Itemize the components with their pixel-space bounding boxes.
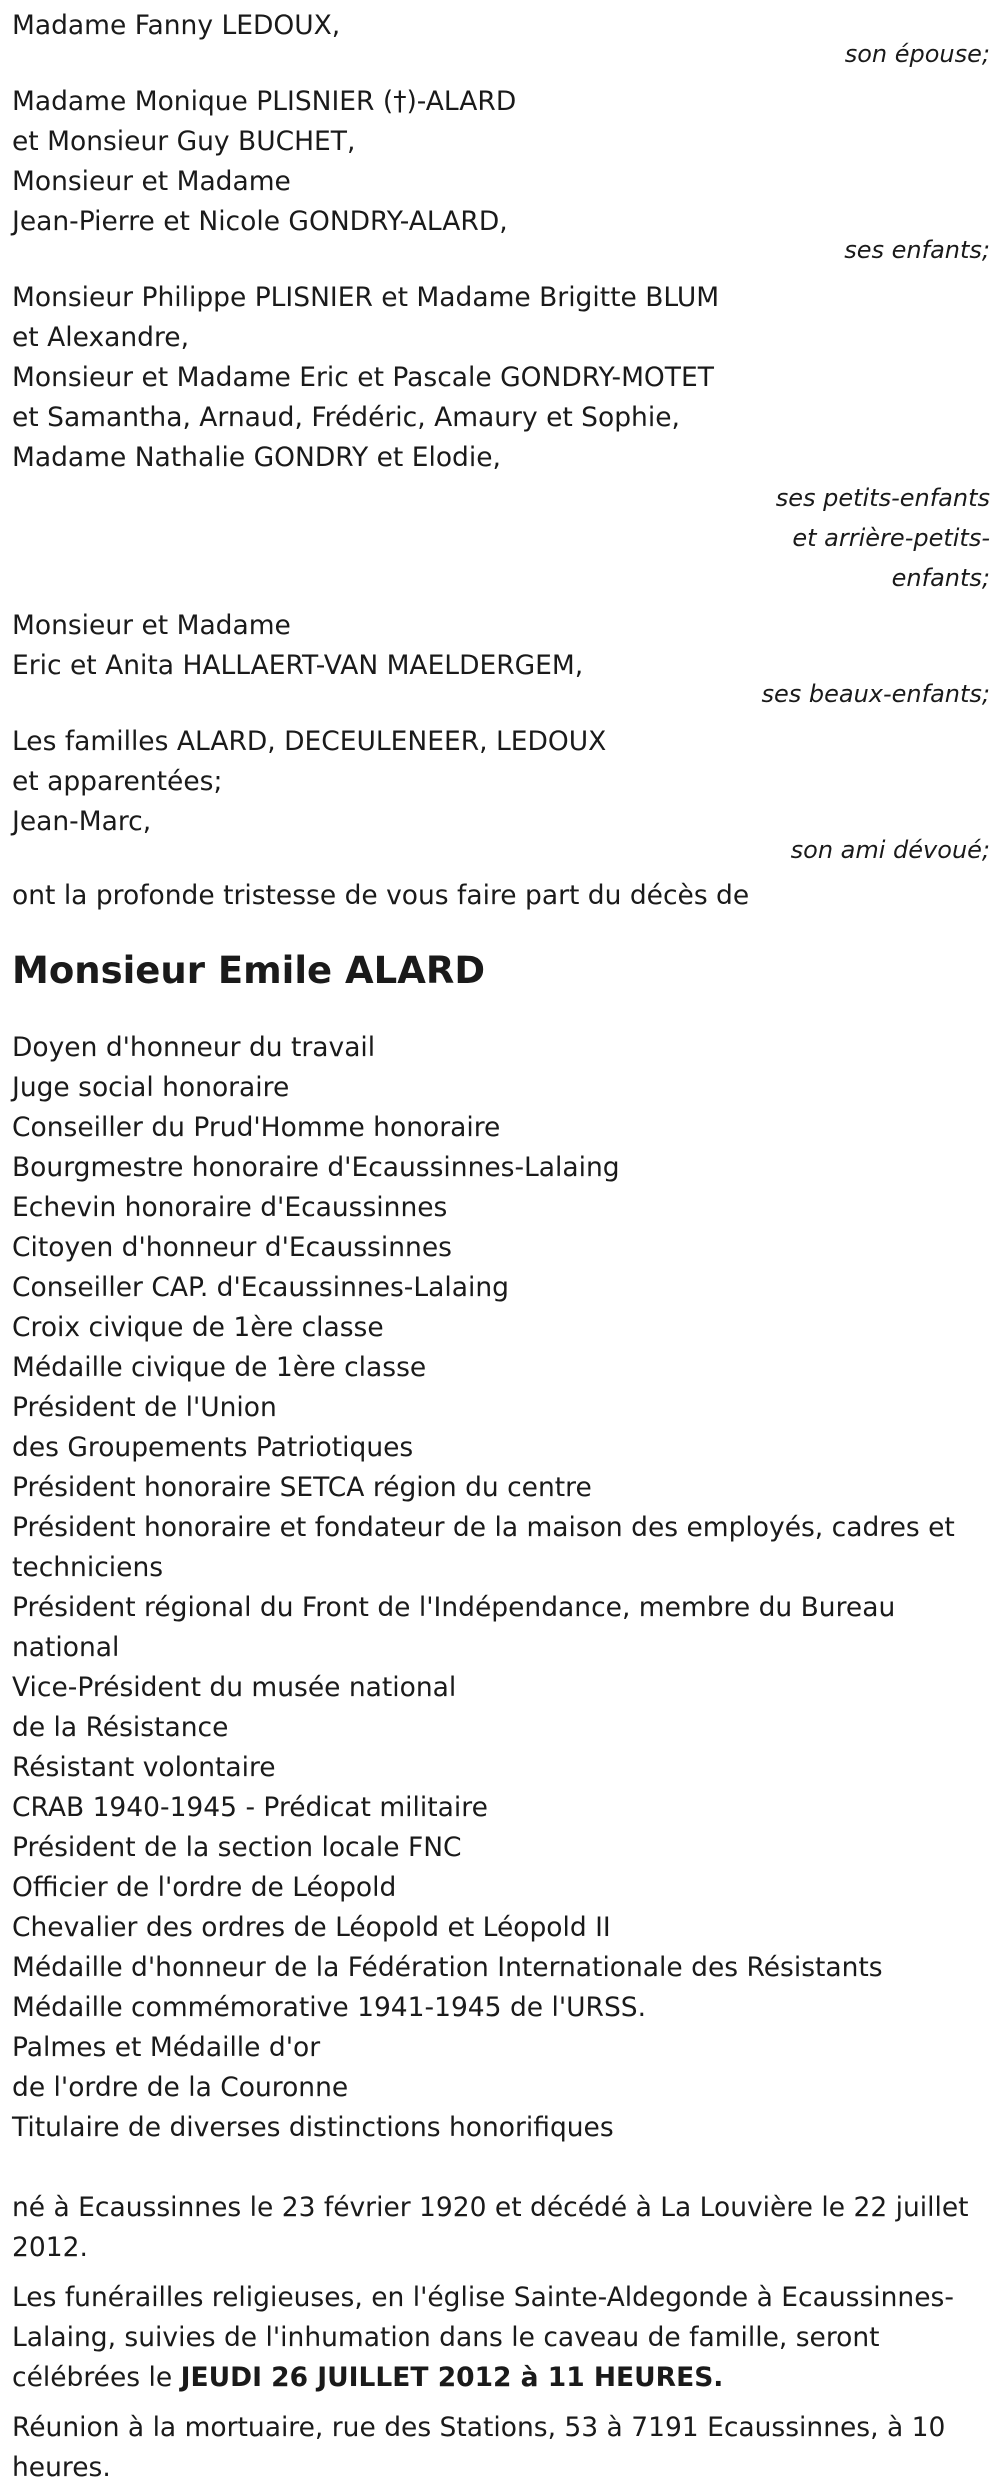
- honorary-title-item: Bourgmestre honoraire d'Ecaussinnes-Lalaing: [12, 1152, 620, 1183]
- relation-label: ses petits-enfants: [775, 484, 990, 512]
- family-line: et apparentées;: [12, 766, 223, 797]
- family-line: Madame Monique PLISNIER (†)-ALARD: [12, 86, 517, 117]
- family-line: Les familles ALARD, DECEULENEER, LEDOUX: [12, 726, 607, 757]
- honorary-title-item: de la Résistance: [12, 1712, 229, 1743]
- relation-label: enfants;: [891, 564, 990, 592]
- honorary-title-item: Titulaire de diverses distinctions honorifiques: [12, 2112, 614, 2143]
- family-line: Jean-Marc,: [12, 806, 152, 837]
- family-line: et Samantha, Arnaud, Frédéric, Amaury et Sophie,: [12, 402, 680, 433]
- honorary-title-item: Citoyen d'honneur d'Ecaussinnes: [12, 1232, 452, 1263]
- family-line: Monsieur Philippe PLISNIER et Madame Brigitte BLUM: [12, 282, 720, 313]
- honorary-title-item: CRAB 1940-1945 - Prédicat militaire: [12, 1792, 488, 1823]
- honorary-title-item: de l'ordre de la Couronne: [12, 2072, 349, 2103]
- relation-label: et arrière-petits-: [792, 524, 990, 552]
- deceased-name: Monsieur Emile ALARD: [12, 949, 486, 992]
- honorary-title-item: Président de la section locale FNC: [12, 1832, 462, 1863]
- family-line: Madame Fanny LEDOUX,: [12, 10, 341, 41]
- family-line: Madame Nathalie GONDRY et Elodie,: [12, 442, 501, 473]
- family-line: et Monsieur Guy BUCHET,: [12, 126, 356, 157]
- honorary-title-item: Résistant volontaire: [12, 1752, 276, 1783]
- honorary-title-item: Conseiller CAP. d'Ecaussinnes-Lalaing: [12, 1272, 509, 1303]
- honorary-title-item: Chevalier des ordres de Léopold et Léopold II: [12, 1912, 611, 1943]
- family-line: et Alexandre,: [12, 322, 190, 353]
- family-line: Eric et Anita HALLAERT-VAN MAELDERGEM,: [12, 650, 584, 681]
- birth-death-statement: né à Ecaussinnes le 23 février 1920 et décédé à La Louvière le 22 juillet 2012.: [12, 2192, 969, 2263]
- family-group-spouse: [12, 6, 992, 74]
- honorary-title-item: Président régional du Front de l'Indépendance, membre du Bureau national: [12, 1592, 896, 1663]
- honorary-title-item: Vice-Président du musée national: [12, 1672, 457, 1703]
- honorary-title-item: des Groupements Patriotiques: [12, 1432, 414, 1463]
- announcement-intro: ont la profonde tristesse de vous faire part du décès de: [12, 880, 750, 911]
- honorary-title-item: Président de l'Union: [12, 1392, 277, 1423]
- family-group-relatives: [12, 722, 992, 870]
- funeral-text: Les funérailles religieuses, en l'église Sainte-Aldegonde à Ecaussinnes-Lalaing, suivies de l'inhumation dans le caveau de famille, seront célébrées le: [12, 2282, 954, 2393]
- honorary-title-item: Président honoraire et fondateur de la maison des employés, cadres et techniciens: [12, 1512, 955, 1583]
- honorary-title-item: Juge social honoraire: [12, 1072, 290, 1103]
- relation-label: son épouse;: [844, 40, 990, 68]
- family-group-grandchildren: [12, 278, 992, 598]
- honorary-title-item: Médaille civique de 1ère classe: [12, 1352, 427, 1383]
- family-line: Monsieur et Madame: [12, 610, 291, 641]
- honorary-title-item: Médaille commémorative 1941-1945 de l'URSS.: [12, 1992, 647, 2023]
- relation-label: ses beaux-enfants;: [761, 680, 990, 708]
- funeral-date: JEUDI 26 JUILLET 2012 à 11 HEURES.: [180, 2362, 724, 2393]
- family-line: Monsieur et Madame: [12, 166, 291, 197]
- family-line: Jean-Pierre et Nicole GONDRY-ALARD,: [12, 206, 508, 237]
- family-group-in-laws: [12, 606, 992, 714]
- honorary-title-item: Médaille d'honneur de la Fédération Internationale des Résistants: [12, 1952, 883, 1983]
- honorary-title-item: Croix civique de 1ère classe: [12, 1312, 384, 1343]
- honorary-title-item: Conseiller du Prud'Homme honoraire: [12, 1112, 501, 1143]
- relation-label: ses enfants;: [844, 236, 990, 264]
- relation-label: son ami dévoué;: [790, 836, 990, 864]
- family-line: Monsieur et Madame Eric et Pascale GONDRY-MOTET: [12, 362, 714, 393]
- funeral-statement: [12, 2278, 972, 2398]
- obituary-column: [12, 6, 992, 2488]
- honorary-title-item: Palmes et Médaille d'or: [12, 2032, 321, 2063]
- honorary-title-item: Echevin honoraire d'Ecaussinnes: [12, 1192, 448, 1223]
- honorary-titles-list: [12, 1028, 992, 2148]
- meeting-statement: Réunion à la mortuaire, rue des Stations, 53 à 7191 Ecaussinnes, à 10 heures.: [12, 2412, 946, 2483]
- family-group-children: [12, 82, 992, 270]
- honorary-title-item: Président honoraire SETCA région du centre: [12, 1472, 592, 1503]
- honorary-title-item: Officier de l'ordre de Léopold: [12, 1872, 397, 1903]
- honorary-title-item: Doyen d'honneur du travail: [12, 1032, 376, 1063]
